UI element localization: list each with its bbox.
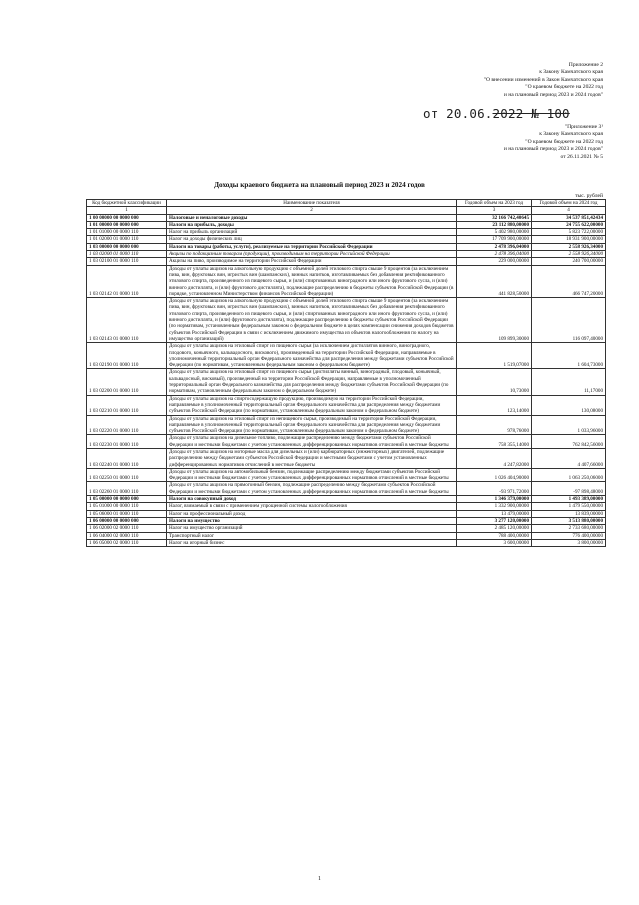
- cell-2024: 1 033,96000: [532, 415, 606, 435]
- stamp-struck-number: 2022 № 100: [492, 106, 570, 121]
- table-row: [87, 503, 606, 510]
- header-line: к Закону Камчатского края: [539, 131, 603, 138]
- table-row: [87, 468, 606, 482]
- cell-code: 1 03 00000 00 0000 000: [87, 243, 167, 250]
- cell-2024: 1 063 250,06000: [532, 468, 606, 482]
- cell-2023: 23 112 880,00000: [457, 221, 532, 228]
- table-row: [87, 229, 606, 236]
- cell-2024: 5 823 722,00000: [532, 229, 606, 236]
- cell-code: 1 03 02220 01 0000 110: [87, 415, 167, 435]
- cell-code: 1 03 02260 01 0000 110: [87, 482, 167, 496]
- cell-2024: 13 839,00000: [532, 510, 606, 517]
- table-row: [87, 369, 606, 395]
- cell-2023: -93 971,72000: [457, 482, 532, 496]
- table-row: [87, 265, 606, 297]
- table-row: [87, 482, 606, 496]
- table-row: [87, 214, 606, 221]
- header-line: и на плановый период 2023 и 2024 годов": [503, 146, 603, 153]
- table-row: [87, 221, 606, 228]
- cell-code: 1 03 02210 01 0000 110: [87, 395, 167, 415]
- cell-code: 1 03 02190 01 0000 110: [87, 343, 167, 369]
- cell-code: 1 06 02000 02 0000 110: [87, 525, 167, 532]
- cell-name: Доходы от уплаты акцизов на спиртосодержащую продукцию, производимую на территории Российской Федерации, направляемые в уполномоченный территориальный орган Федерального казначейства для распределения между бюджетами субъектов Российской Федерации (по нормативам, установленным федеральным законом о федеральном бюджете): [167, 395, 457, 415]
- cell-2023: 1 519,07000: [457, 343, 532, 369]
- column-number: 1: [87, 207, 167, 214]
- units-label: тыс. рублей: [575, 193, 603, 199]
- cell-2023: 978,76000: [457, 415, 532, 435]
- column-number-row: [87, 207, 606, 214]
- cell-2023: 2 478 396,04000: [457, 243, 532, 250]
- header-line: и на плановый период 2023 и 2024 годов": [503, 91, 603, 98]
- header-line: к Закону Камчатского края: [539, 69, 603, 76]
- header-line: "О краевом бюджете на 2022 год: [525, 84, 603, 91]
- cell-name: Налоги на прибыль, доходы: [167, 221, 457, 228]
- cell-name: Налог на имущество организаций: [167, 525, 457, 532]
- cell-2023: 3 277 120,00000: [457, 517, 532, 524]
- cell-name: Доходы от уплаты акцизов на прямогонный бензин, подлежащие распределению между бюджетами субъектов Российской Федерации и местными бюджетами с учетом установленных дифференцированных нормативов отчислений в местные бюджеты: [167, 482, 457, 496]
- cell-name: Налоговые и неналоговые доходы: [167, 214, 457, 221]
- cell-name: Налоги на имущество: [167, 517, 457, 524]
- page-number: 1: [318, 876, 321, 882]
- cell-code: 1 06 05000 02 0000 110: [87, 539, 167, 546]
- cell-code: 1 05 00000 00 0000 000: [87, 496, 167, 503]
- cell-code: 1 01 01000 00 0000 110: [87, 229, 167, 236]
- cell-name: Доходы от уплаты акцизов на моторные масла для дизельных и (или) карбюраторных (инжекторных) двигателей, подлежащие распределению между бюджетами субъектов Российской Федерации и местными бюджетами с учетом установленных дифференцированных нормативов отчислений в местные бюджеты: [167, 448, 457, 468]
- cell-2024: 240 700,00000: [532, 258, 606, 265]
- table-row: [87, 258, 606, 265]
- cell-code: 1 05 06000 01 0000 110: [87, 510, 167, 517]
- cell-2024: 18 931 900,00000: [532, 236, 606, 243]
- cell-code: 1 03 02230 01 0000 110: [87, 435, 167, 449]
- cell-2024: 116 097,40000: [532, 298, 606, 343]
- cell-name: Налоги на совокупный доход: [167, 496, 457, 503]
- table-row: [87, 496, 606, 503]
- cell-2024: 4 407,66000: [532, 448, 606, 468]
- column-number: 4: [532, 207, 606, 214]
- cell-code: 1 00 00000 00 0000 000: [87, 214, 167, 221]
- cell-2023: 109 899,30000: [457, 298, 532, 343]
- cell-2023: 788 400,00000: [457, 532, 532, 539]
- cell-2023: 1 346 379,00000: [457, 496, 532, 503]
- cell-2023: 32 166 742,40645: [457, 214, 532, 221]
- table-row: [87, 415, 606, 435]
- cell-code: 1 03 02240 01 0000 110: [87, 448, 167, 468]
- appendix-header: [484, 62, 603, 99]
- cell-2023: 17 709 900,00000: [457, 236, 532, 243]
- cell-name: Налог на игорный бизнес: [167, 539, 457, 546]
- cell-name: Налоги на товары (работы, услуги), реализуемые на территории Российской Федерации: [167, 243, 457, 250]
- header-line: "Приложение 3¹: [564, 124, 603, 130]
- cell-2024: 762 842,56000: [532, 435, 606, 449]
- cell-2023: 229 000,00000: [457, 258, 532, 265]
- cell-2023: 1 332 900,00000: [457, 503, 532, 510]
- column-header-2024: Годовой объем на 2024 год: [532, 200, 606, 207]
- cell-2024: 130,08000: [532, 395, 606, 415]
- cell-2023: 758 355,14000: [457, 435, 532, 449]
- table-row: [87, 251, 606, 258]
- cell-2024: 2 733 680,00000: [532, 525, 606, 532]
- cell-code: 1 03 02000 01 0000 110: [87, 251, 167, 258]
- cell-2024: 3 800,00000: [532, 539, 606, 546]
- column-number: 2: [167, 207, 457, 214]
- cell-name: Доходы от уплаты акцизов на дизельное топливо, подлежащие распределению между бюджетами субъектов Российской Федерации и местными бюджетами с учетом установленных дифференцированных нормативов отчислений в местные бюджеты: [167, 435, 457, 449]
- cell-name: Акцизы на пиво, производимое на территории Российской Федерации: [167, 258, 457, 265]
- cell-name: Налог на прибыль организаций: [167, 229, 457, 236]
- cell-2023: 123,14000: [457, 395, 532, 415]
- table-row: [87, 532, 606, 539]
- cell-code: 1 01 02000 01 0000 110: [87, 236, 167, 243]
- table-row: [87, 243, 606, 250]
- column-number: 3: [457, 207, 532, 214]
- cell-2023: 13 479,00000: [457, 510, 532, 517]
- cell-2024: 11,17000: [532, 369, 606, 395]
- header-line: Приложение 2: [568, 62, 603, 68]
- table-row: [87, 525, 606, 532]
- cell-name: Доходы от уплаты акцизов на алкогольную продукцию с объемной долей этилового спирта свыше 9 процентов (за исключением пива, вин, фруктовых вин, игристых вин (шампанских), винных напитков, изготавливаемых без добавления ректификованного этилового спирта, произведенного из пищевого сырья, и (или) спиртованных виноградного или иного фруктового сусла, и (или) винного дистиллята, и (или) фруктового дистиллята), подлежащие распределению в бюджеты субъектов Российской Федерации (по нормативам, установленным федеральным законом о федеральном бюджете в целях компенсации снижения доходов бюджетов субъектов Российской Федерации в связи с исключением движимого имущества из объектов налогообложения по налогу на имущество организаций): [167, 298, 457, 343]
- table-row: [87, 343, 606, 369]
- cell-name: Налог на профессиональный доход: [167, 510, 457, 517]
- table-row: [87, 539, 606, 546]
- cell-2024: 2 558 926,34000: [532, 243, 606, 250]
- table-header-row: [87, 200, 606, 207]
- column-header-code: Код бюджетной классификации: [87, 200, 167, 207]
- cell-code: 1 03 02200 01 0000 110: [87, 369, 167, 395]
- cell-name: Транспортный налог: [167, 532, 457, 539]
- cell-2024: 466 747,20000: [532, 265, 606, 297]
- cell-2024: 776 400,00000: [532, 532, 606, 539]
- cell-code: 1 06 04000 02 0000 110: [87, 532, 167, 539]
- date-stamp: [423, 106, 570, 121]
- cell-name: Доходы от уплаты акцизов на автомобильный бензин, подлежащие распределению между бюджетами субъектов Российской Федерации и местными бюджетами с учетом установленных дифференцированных нормативов отчислений в местные бюджеты: [167, 468, 457, 482]
- cell-code: 1 03 02143 01 0000 110: [87, 298, 167, 343]
- cell-2023: 1 026 404,90000: [457, 468, 532, 482]
- cell-2024: 34 537 851,42434: [532, 214, 606, 221]
- table-row: [87, 298, 606, 343]
- cell-2024: 1 493 389,00000: [532, 496, 606, 503]
- cell-name: Доходы от уплаты акцизов на этиловый спирт из пищевого сырья (дистилляты винный, виноградный, плодовый, коньячный, кальвадосный, висковый), произведенный на территории Российской Федерации, направляемые в уполномоченный территориальный орган Федерального казначейства для распределения между бюджетами субъектов Российской Федерации (по нормативам, установленным федеральным законом о федеральном бюджете): [167, 369, 457, 395]
- cell-2024: 3 513 880,00000: [532, 517, 606, 524]
- cell-2023: 5 402 980,00000: [457, 229, 532, 236]
- document-title: Доходы краевого бюджета на плановый период 2023 и 2024 годов: [214, 181, 425, 189]
- cell-code: 1 05 01000 00 0000 110: [87, 503, 167, 510]
- table-row: [87, 395, 606, 415]
- cell-2024: 1 479 550,00000: [532, 503, 606, 510]
- cell-2024: -97 898,48000: [532, 482, 606, 496]
- cell-2023: 4 247,82000: [457, 448, 532, 468]
- cell-name: Доходы от уплаты акцизов на этиловый спирт из пищевого сырья (за исключением дистиллятов винного, виноградного, плодового, коньячного, кальвадосного, вискового), произведенный на территории Российской Федерации, направляемые в уполномоченный территориальный орган Федерального казначейства для распределения между бюджетами субъектов Российской Федерации (по нормативам, установленным федеральным законом о федеральном бюджете): [167, 343, 457, 369]
- header-line: от 26.11.2021 № 5: [560, 153, 603, 160]
- cell-2024: 24 755 622,00000: [532, 221, 606, 228]
- cell-code: 1 03 02100 01 0000 110: [87, 258, 167, 265]
- cell-2023: 2 485 120,00000: [457, 525, 532, 532]
- column-header-name: Наименование показателя: [167, 200, 457, 207]
- table-body: [87, 214, 606, 547]
- table-row: [87, 448, 606, 468]
- stamp-date: от 20.06.: [423, 106, 493, 121]
- column-header-2023: Годовой объем на 2023 год: [457, 200, 532, 207]
- cell-name: Налог, взимаемый в связи с применением упрощенной системы налогообложения: [167, 503, 457, 510]
- cell-2023: 441 828,50000: [457, 265, 532, 297]
- cell-code: 1 06 00000 00 0000 000: [87, 517, 167, 524]
- cell-2023: 3 600,00000: [457, 539, 532, 546]
- header-line: "О краевом бюджете на 2022 год: [525, 138, 603, 145]
- cell-2023: 2 478 396,04000: [457, 251, 532, 258]
- cell-name: Налог на доходы физических лиц: [167, 236, 457, 243]
- cell-name: Акцизы по подакцизным товарам (продукции), производимым на территории Российской Федерации: [167, 251, 457, 258]
- table-row: [87, 236, 606, 243]
- cell-2024: 1 604,73000: [532, 343, 606, 369]
- table-row: [87, 517, 606, 524]
- cell-name: Доходы от уплаты акцизов на этиловый спирт из непищевого сырья, производимый на территории Российской Федерации, направляемые в уполномоченный территориальный орган Федерального казначейства для распределения между бюджетами субъектов Российской Федерации (по нормативам, установленным федеральным законом о федеральном бюджете): [167, 415, 457, 435]
- cell-code: 1 03 02250 01 0000 110: [87, 468, 167, 482]
- table-row: [87, 510, 606, 517]
- original-appendix-header: [504, 124, 603, 161]
- cell-2024: 2 558 926,34000: [532, 251, 606, 258]
- table-row: [87, 435, 606, 449]
- revenue-table: [86, 199, 606, 547]
- cell-name: Доходы от уплаты акцизов на алкогольную продукцию с объемной долей этилового спирта свыше 9 процентов (за исключением пива, вин, фруктовых вин, игристых вин (шампанских), винных напитков, изготавливаемых без добавления ректификованного этилового спирта, произведенного из пищевого сырья, и (или) спиртованных виноградного или иного фруктового сусла, и (или) винного дистиллята, и (или) фруктового дистиллята), подлежащие распределению в бюджеты субъектов Российской Федерации (в порядке, установленном Министерством финансов Российской Федерации): [167, 265, 457, 297]
- cell-code: 1 01 00000 00 0000 000: [87, 221, 167, 228]
- cell-2023: 10,73000: [457, 369, 532, 395]
- header-line: "О внесении изменений в Закон Камчатского края: [483, 76, 603, 83]
- cell-code: 1 03 02142 01 0000 110: [87, 265, 167, 297]
